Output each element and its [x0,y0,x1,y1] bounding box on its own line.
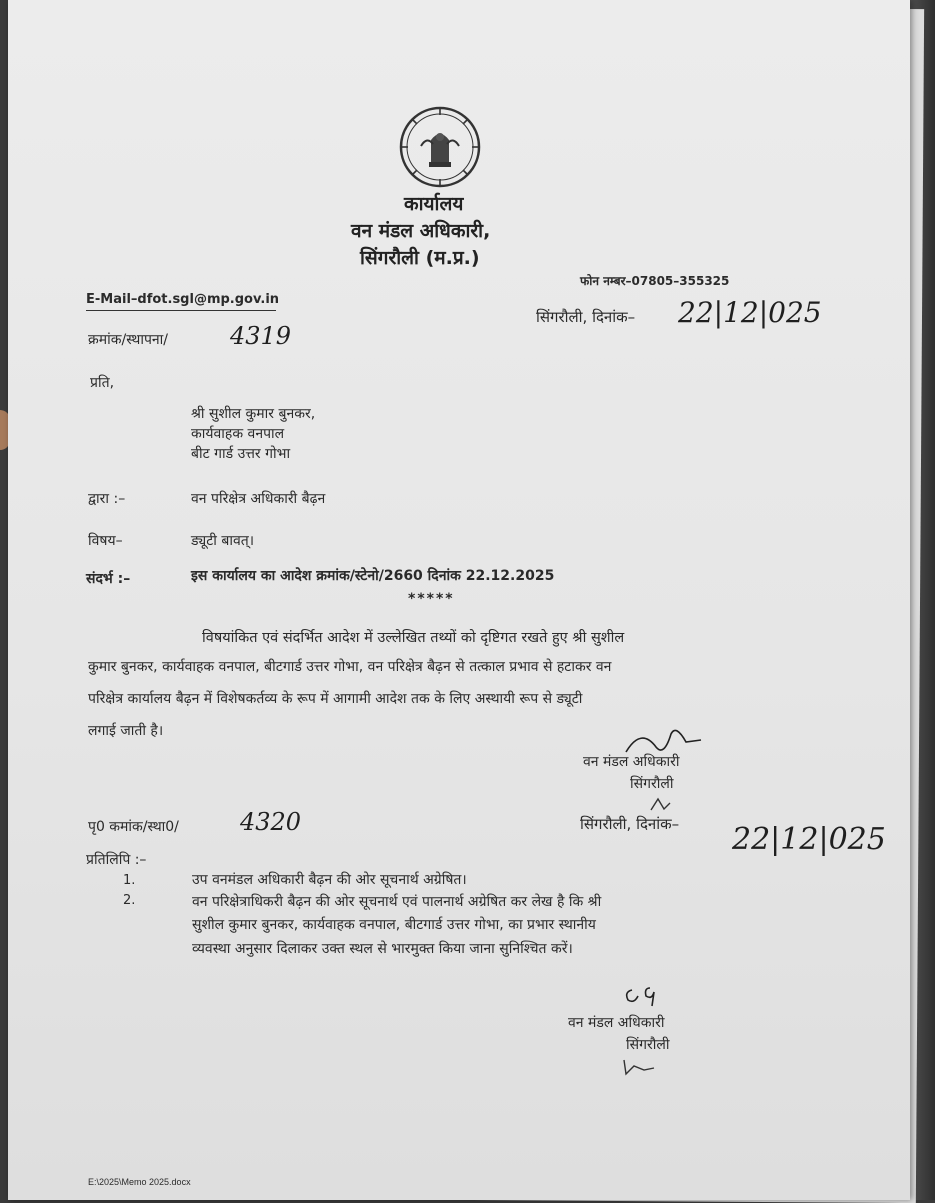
recipient-line: बीट गार्ड उत्तर गोभा [191,446,291,462]
handwritten-reference-number: 4319 [230,322,292,350]
body-line: कुमार बुनकर, कार्यवाहक वनपाल, बीटगार्ड उत्तर गोभा, वन परिक्षेत्र बैढ़न से तत्काल प्रभाव से हटाकर वन [88,659,612,675]
via-value: वन परिक्षेत्र अधिकारी बैढ़न [191,491,326,507]
handwritten-endorsement-date: 22|12|025 [732,822,886,857]
endorsement-place-date-label: सिंगरौली, दिनांक– [580,815,680,833]
place-heading: सिंगरौली (म.प्र.) [360,247,480,269]
reference-label: संदर्भ :– [86,571,131,587]
subject-value: ड्यूटी बावत्। [191,533,255,549]
copy-item-text: उप वनमंडल अधिकारी बैढ़न की ओर सूचनार्थ अग्रेषित। [192,872,467,888]
email-underline [86,310,276,311]
via-label: द्वारा :– [88,491,126,507]
reference-value: इस कार्यालय का आदेश क्रमांक/स्टेनो/2660 दिनांक 22.12.2025 [191,568,555,584]
recipient-line: श्री सुशील कुमार बुनकर, [191,406,316,422]
emblem-seal-icon [399,106,481,188]
copy-item-text: व्यवस्था अनुसार दिलाकर उक्त स्थल से भारमुक्त किया जाना सुनिश्चित करें। [192,941,573,957]
place-date-label: सिंगरौली, दिनांक– [536,308,636,326]
endorsement-number-label: पृ0 कमांक/स्था0/ [88,819,179,835]
copy-item-text: सुशील कुमार बुनकर, कार्यवाहक वनपाल, बीटगार्ड उत्तर गोभा, का प्रभार स्थानीय [192,917,596,933]
copy-to-label: प्रतिलिपि :– [86,852,147,868]
email-address: E-Mail–dfot.sgl@mp.gov.in [86,292,280,307]
subject-label: विषय– [88,533,123,549]
copy-item-text: वन परिक्षेत्राधिकरी बैढ़न की ओर सूचनार्थ एवं पालनार्थ अग्रेषित कर लेख है कि श्री [192,894,602,910]
signature-scribble-icon [620,982,670,1008]
copy-item-number: 2. [123,893,136,908]
body-line: विषयांकित एवं संदर्भित आदेश में उल्लेखित तथ्यों को दृष्टिगत रखते हुए श्री सुशील [202,630,625,646]
recipient-line: कार्यवाहक वनपाल [191,426,285,442]
office-heading: कार्यालय [404,193,464,215]
body-line: परिक्षेत्र कार्यालय बैढ़न में विशेषकर्तव्य के रूप में आगामी आदेश तक के लिए अस्थायी रूप से ड्यूटी [88,691,583,707]
signatory-place: सिंगरौली [630,776,674,792]
copy-item-number: 1. [123,873,136,888]
initials-mark-icon [620,1056,660,1078]
file-path-footer: E:\2025\Memo 2025.docx [88,1177,191,1187]
body-line: लगाई जाती है। [88,723,164,739]
signatory-designation: वन मंडल अधिकारी [583,754,680,770]
reference-number-label: क्रमांक/स्थापना/ [88,332,169,348]
designation-heading: वन मंडल अधिकारी, [351,220,491,242]
handwritten-endorsement-number: 4320 [240,808,302,836]
signatory-designation: वन मंडल अधिकारी [568,1015,665,1031]
handwritten-date: 22|12|025 [678,296,822,329]
document-page [8,0,910,1200]
phone-number: फोन नम्बर–07805–355325 [580,274,730,288]
signatory-place: सिंगरौली [626,1037,670,1053]
to-label: प्रति, [90,375,115,391]
separator: ***** [408,591,455,607]
initials-mark-icon [648,795,678,815]
